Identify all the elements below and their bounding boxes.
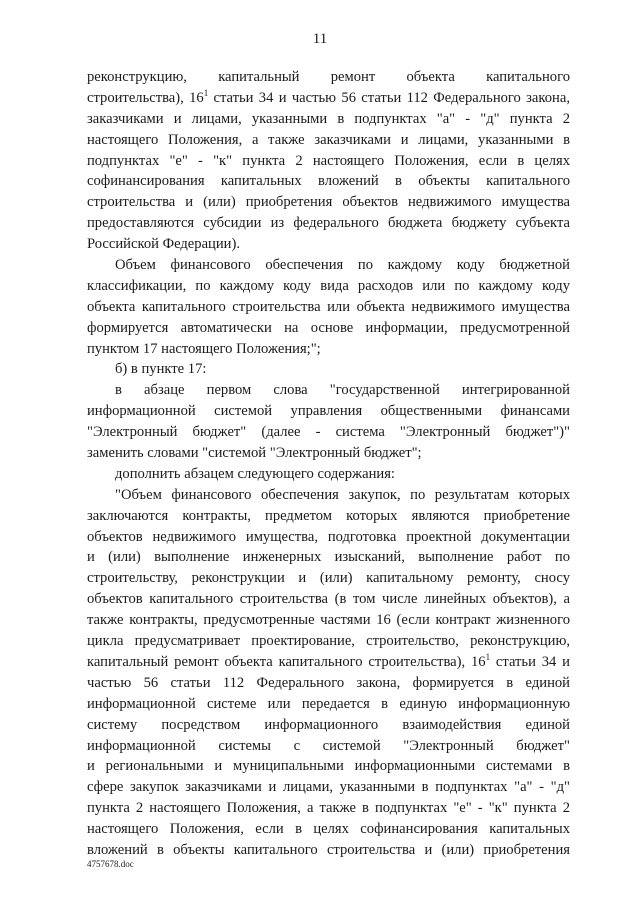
text-segment: настоящего Положения, а также заказчиками и лицами, указанными в	[87, 131, 570, 148]
text-segment: б) в пункте 17:	[115, 361, 207, 378]
text-segment: сфере закупок заказчиками и лицами, указанными в подпунктах "а" - "д"	[87, 779, 570, 796]
text-segment: и (или) выполнение инженерных изысканий, выполнение работ по	[87, 549, 570, 566]
text-segment: информационной системы с системой "Электронный бюджет"	[87, 737, 570, 754]
text-line	[87, 589, 570, 610]
text-line	[87, 756, 570, 777]
text-line	[87, 527, 570, 548]
text-line	[87, 547, 570, 568]
text-segment: информационной системой управления общественными финансами	[87, 403, 570, 420]
text-segment: заказчиками и лицами, указанными в подпунктах "а" - "д" пункта 2	[87, 110, 570, 127]
text-segment: настоящего Положения, если в целях софинансирования капитальных	[87, 821, 570, 838]
text-line	[87, 130, 570, 151]
text-line	[87, 464, 570, 485]
text-segment: строительства), 16	[87, 89, 204, 106]
text-segment: строительства и (или) приобретения объектов недвижимого имущества	[87, 194, 570, 211]
text-segment: Объем финансового обеспечения по каждому коду бюджетной	[115, 257, 570, 274]
text-segment: цикла предусматривает проектирование, строительство, реконструкцию,	[87, 633, 570, 650]
text-line	[87, 736, 570, 757]
text-line	[87, 339, 570, 360]
text-segment: капитальный ремонт объекта капитального строительства), 16	[87, 653, 486, 670]
text-line	[87, 506, 570, 527]
text-segment: вложений в объекты капитального строительства и (или) приобретения	[87, 841, 570, 858]
text-segment: Российской Федерации).	[87, 236, 240, 253]
text-line	[87, 192, 570, 213]
text-line	[87, 213, 570, 234]
text-line	[87, 276, 570, 297]
text-line	[87, 401, 570, 422]
superscript-marker: 1	[485, 651, 491, 662]
text-line	[87, 443, 570, 464]
text-line	[87, 109, 570, 130]
text-line	[87, 297, 570, 318]
text-line	[87, 318, 570, 339]
paragraph	[87, 67, 570, 255]
text-line	[87, 171, 570, 192]
text-line	[87, 694, 570, 715]
text-segment: информационной системе или передается в единую информационную	[87, 695, 570, 712]
text-segment: также контракты, предусмотренные частями 16 (если контракт жизненного	[87, 612, 570, 629]
text-line	[87, 88, 570, 109]
text-segment: пунктом 17 настоящего Положения;";	[87, 340, 321, 357]
text-line	[87, 673, 570, 694]
text-segment: объектов капитального строительства (в том числе линейных объектов), а	[87, 591, 570, 608]
text-line	[87, 840, 570, 861]
text-segment: софинансирования капитальных вложений в объекты капитального	[87, 173, 570, 190]
text-segment: "Электронный бюджет" (далее - система "Электронный бюджет")"	[87, 424, 570, 441]
text-segment: систему посредством информационного взаимодействия единой	[87, 716, 570, 733]
text-segment: предоставляются субсидии из федерального бюджета бюджету субъекта	[87, 215, 570, 232]
text-line	[87, 359, 570, 380]
page-number: 11	[312, 31, 328, 47]
text-segment: и региональными и муниципальными информационными системами в	[87, 758, 570, 775]
text-segment: заключаются контракты, предметом которых являются приобретение	[87, 507, 570, 524]
text-segment: частью 56 статьи 112 Федерального закона, формируется в единой	[87, 674, 570, 691]
paragraph	[87, 255, 570, 359]
text-line	[87, 255, 570, 276]
text-line	[87, 234, 570, 255]
text-segment: подпунктах "е" - "к" пункта 2 настоящего Положения, если в целях	[87, 152, 570, 169]
text-line	[87, 67, 570, 88]
text-line	[87, 568, 570, 589]
text-segment: заменить словами "системой "Электронный бюджет";	[87, 445, 422, 462]
text-line	[87, 610, 570, 631]
paragraph	[87, 359, 570, 380]
paragraph	[87, 464, 570, 485]
text-segment: в абзаце первом слова "государственной интегрированной	[115, 382, 570, 399]
paragraph	[87, 380, 570, 464]
text-segment: объектов недвижимого имущества, подготовка проектной документации	[87, 528, 570, 545]
text-line	[87, 798, 570, 819]
text-line	[87, 380, 570, 401]
text-segment: строительству, реконструкции и (или) капитальному ремонту, сносу	[87, 570, 570, 587]
text-segment: пункта 2 настоящего Положения, а также в подпунктах "е" - "к" пункта 2	[87, 800, 570, 817]
text-segment: дополнить абзацем следующего содержания:	[115, 465, 395, 482]
text-segment: классификации, по каждому коду вида расходов или по каждому коду	[87, 277, 570, 294]
text-line	[87, 652, 570, 673]
text-segment: "Объем финансового обеспечения закупок, по результатам которых	[115, 486, 570, 503]
text-line	[87, 151, 570, 172]
superscript-marker: 1	[203, 87, 209, 98]
text-segment: объекта капитального строительства или объекта недвижимого имущества	[87, 298, 570, 315]
document-body	[87, 67, 570, 861]
text-line	[87, 422, 570, 443]
text-line	[87, 777, 570, 798]
text-segment: формируется автоматически на основе информации, предусмотренной	[87, 319, 570, 336]
text-line	[87, 631, 570, 652]
text-segment: статьи 34 и частью 56 статьи 112 Федерального закона,	[208, 89, 570, 106]
paragraph	[87, 485, 570, 861]
text-segment: реконструкцию, капитальный ремонт объекта капитального	[87, 69, 570, 85]
text-line	[87, 485, 570, 506]
footer-doc-id: 4757678.doc	[87, 859, 134, 869]
text-line	[87, 715, 570, 736]
text-line	[87, 819, 570, 840]
text-segment: статьи 34 и	[490, 653, 570, 670]
